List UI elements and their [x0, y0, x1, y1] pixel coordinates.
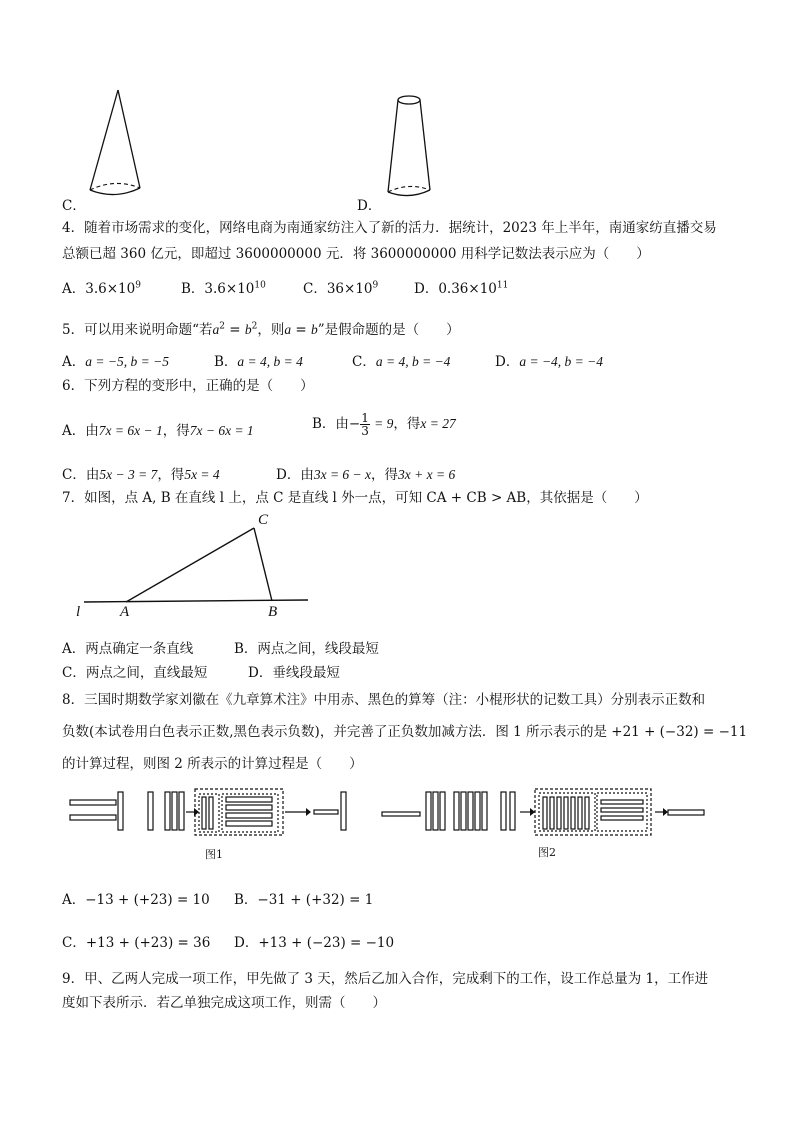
line-l-label: l: [76, 604, 81, 620]
q4-option-d: D．$0.36\times 10^{11}$: [414, 280, 509, 297]
q6-option-d: D．由3x = 6 − x，得3x + x = 6: [276, 467, 456, 483]
q8-option-c: C．+13 + (+23) = 36: [62, 935, 211, 951]
q4-stem-line1: 4．随着市场需求的变化，网络电商为南通家纺注入了新的活力．据统计，2023 年上半年，南通家纺直播交易: [62, 220, 717, 236]
figure-1-label: 图1: [205, 848, 223, 861]
q6-option-a: A．由7x = 6x − 1，得7x − 6x = 1: [62, 423, 254, 439]
q7-stem: 7．如图，点 A, B 在直线 l 上，点 C 是直线 l 外一点，可知 CA + CB > AB，其依据是（ ）: [62, 490, 648, 506]
point-b-label: B: [268, 604, 278, 620]
q6-option-c: C．由5x − 3 = 7，得5x = 4: [62, 467, 220, 483]
q6-stem: 6．下列方程的变形中，正确的是（ ）: [62, 378, 314, 394]
q8-stem-line1: 8．三国时期数学家刘徽在《九章算术注》中用赤、黑色的算筹（注：小棍形状的记数工具）分别表示正数和: [62, 692, 706, 708]
q5-option-b: B．a = 4, b = 4: [214, 354, 303, 370]
q4-option-c: C．$36\times 10^9$: [303, 280, 379, 297]
point-a-label: A: [120, 604, 130, 620]
q5-option-d: D．a = −4, b = −4: [495, 354, 604, 370]
q5-stem: 5．可以用来说明命题“若$a^2 = b^2$，则a = b”是假命题的是（ ）: [62, 321, 460, 338]
q9-stem-line1: 9．甲、乙两人完成一项工作，甲先做了 3 天，然后乙加入合作，完成剩下的工作，设工作总量为 1，工作进: [62, 971, 709, 987]
q8-option-d: D．+13 + (−23) = −10: [234, 935, 395, 951]
q4-stem-line2: 总额已超 360 亿元，即超过 3600000000 元．将 3600000000 用科学记数法表示应为（ ）: [62, 246, 650, 262]
q7-option-c: C．两点之间，直线最短: [62, 665, 208, 681]
q4-option-a: A．$3.6\times 10^9$: [62, 280, 141, 297]
figure-2-label: 图2: [538, 846, 556, 859]
q3-option-d: D．: [357, 198, 382, 214]
q7-option-a: A．两点确定一条直线: [62, 641, 194, 657]
q8-stem-line3: 的计算过程，则图 2 所表示的计算过程是（ ）: [62, 756, 363, 772]
q4-option-b: B．$3.6\times 10^{10}$: [181, 280, 266, 297]
q7-option-b: B．两点之间，线段最短: [234, 641, 379, 657]
q8-stem-line2: 负数(本试卷用白色表示正数,黑色表示负数)，并完善了正负数加减方法．图 1 所示表示的是 +21 + (−32) = −11: [62, 724, 748, 740]
point-c-label: C: [258, 512, 269, 528]
q3-option-c: C．: [62, 198, 86, 214]
q5-option-c: C．a = 4, b = −4: [352, 354, 451, 370]
q7-option-d: D．垂线段最短: [248, 665, 340, 681]
q6-option-b: B．由− $\frac{1}{3}$ = 9，得x = 27: [312, 411, 456, 438]
q8-option-a: A．−13 + (+23) = 10: [62, 892, 210, 908]
q5-option-a: A．a = −5, b = −5: [62, 354, 169, 370]
q8-option-b: B．−31 + (+32) = 1: [234, 892, 374, 908]
q9-stem-line2: 度如下表所示．若乙单独完成这项工作，则需（ ）: [62, 995, 386, 1011]
